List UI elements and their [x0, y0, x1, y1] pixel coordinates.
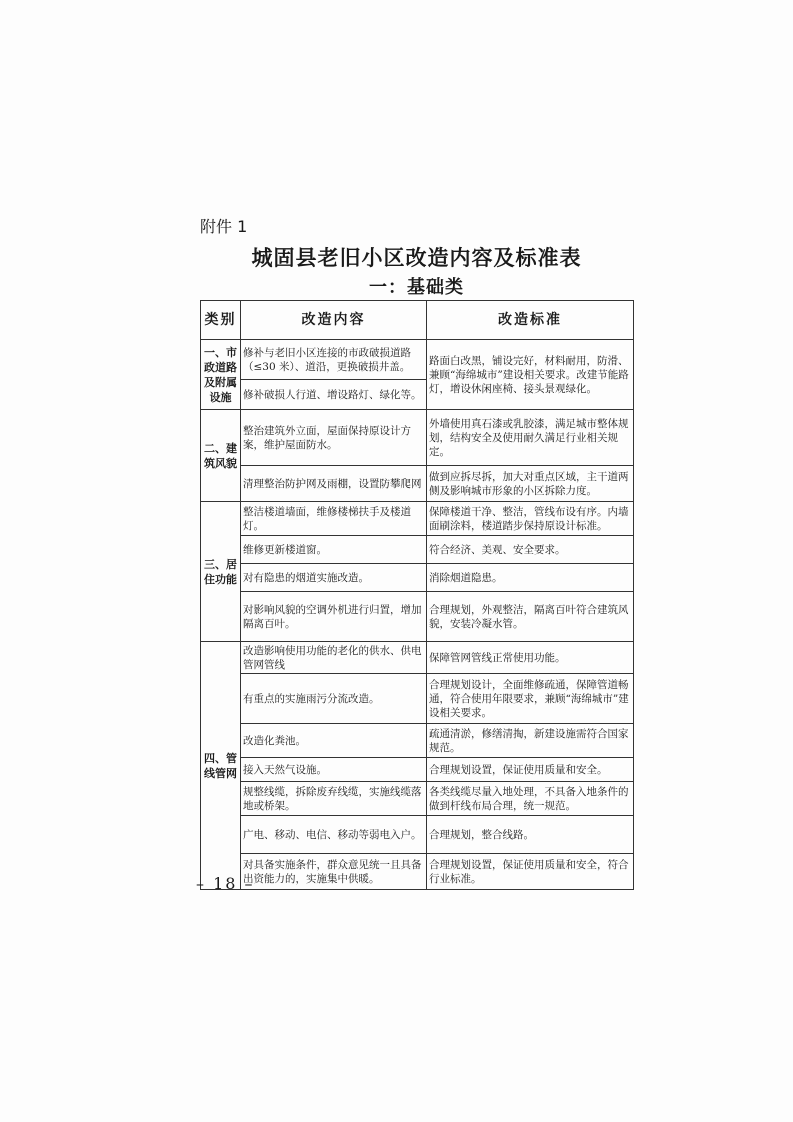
standard-cell: 合理规划，整合线路。	[427, 816, 634, 854]
content-cell: 接入天然气设施。	[241, 758, 427, 782]
table-body	[201, 340, 634, 890]
table-row	[201, 854, 634, 890]
document-title: 城固县老旧小区改造内容及标准表	[251, 245, 582, 270]
content-cell: 清理整治防护网及雨棚，设置防攀爬网	[241, 466, 427, 502]
standard-cell: 疏通清淤，修缮清掏，新建设施需符合国家规范。	[427, 724, 634, 758]
category-cell: 三、居住功能	[201, 502, 241, 642]
standard-cell: 保障管网管线正常使用功能。	[427, 642, 634, 674]
standard-cell: 做到应拆尽拆，加大对重点区域，主干道两侧及影响城市形象的小区拆除力度。	[427, 466, 634, 502]
standard-cell: 合理规划设置，保证使用质量和安全。	[427, 758, 634, 782]
content-cell: 整洁楼道墙面，维修楼梯扶手及楼道灯。	[241, 502, 427, 536]
content-cell: 修补与老旧小区连接的市政破损道路（≤30 米）、道沿，更换破损井盖。	[241, 340, 427, 380]
content-cell: 对有隐患的烟道实施改造。	[241, 564, 427, 592]
content-cell: 维修更新楼道窗。	[241, 536, 427, 564]
content-cell: 广电、移动、电信、移动等弱电入户。	[241, 816, 427, 854]
table-row	[201, 782, 634, 816]
header-category: 类别	[201, 301, 241, 340]
table-row	[201, 536, 634, 564]
page-number: – 18 –	[196, 874, 255, 893]
content-cell: 改造化粪池。	[241, 724, 427, 758]
standard-cell: 合理规划设计，全面维修疏通，保障管道畅通，符合使用年限要求，兼顾“海绵城市”建设相关要求。	[427, 674, 634, 724]
table-row	[201, 564, 634, 592]
content-cell: 改造影响使用功能的老化的供水、供电管网管线	[241, 642, 427, 674]
category-cell: 二、建筑风貌	[201, 410, 241, 502]
content-cell: 规整线缆，拆除废弃线缆，实施线缆落地或桥架。	[241, 782, 427, 816]
standard-cell: 路面白改黑，铺设完好，材料耐用，防滑、兼顾“海绵城市”建设相关要求。改建节能路灯，增设休闲座椅、接头景观绿化。	[427, 340, 634, 410]
table-row	[201, 502, 634, 536]
table-row	[201, 724, 634, 758]
standard-cell: 消除烟道隐患。	[427, 564, 634, 592]
table-header-row	[201, 301, 634, 340]
content-cell: 整治建筑外立面，屋面保持原设计方案，维护屋面防水。	[241, 410, 427, 466]
content-cell: 对具备实施条件，群众意见统一且具备出资能力的，实施集中供暖。	[241, 854, 427, 890]
header-content: 改造内容	[241, 301, 427, 340]
table-row	[201, 816, 634, 854]
standard-cell: 各类线缆尽量入地处理，不具备入地条件的做到杆线布局合理，统一规范。	[427, 782, 634, 816]
standard-cell: 符合经济、美观、安全要求。	[427, 536, 634, 564]
content-cell: 修补破损人行道、增设路灯、绿化等。	[241, 380, 427, 410]
table-row	[201, 674, 634, 724]
table-row	[201, 592, 634, 642]
section-title: 一：基础类	[369, 277, 464, 298]
table-row	[201, 466, 634, 502]
header-standard: 改造标准	[427, 301, 634, 340]
table-row	[201, 410, 634, 466]
annex-label: 附件 1	[200, 217, 248, 236]
table-row	[201, 340, 634, 380]
content-cell: 有重点的实施雨污分流改造。	[241, 674, 427, 724]
standard-cell: 合理规划，外观整洁，隔离百叶符合建筑风貌，安装冷凝水管。	[427, 592, 634, 642]
table-row	[201, 642, 634, 674]
category-cell: 一、市政道路及附属设施	[201, 340, 241, 410]
standard-cell: 合理规划设置，保证使用质量和安全，符合行业标准。	[427, 854, 634, 890]
standard-cell: 外墙使用真石漆或乳胶漆，满足城市整体规划，结构安全及使用耐久满足行业相关规定。	[427, 410, 634, 466]
standard-cell: 保障楼道干净、整洁，管线布设有序。内墙面刷涂料，楼道踏步保持原设计标准。	[427, 502, 634, 536]
table-row	[201, 758, 634, 782]
content-cell: 对影响风貌的空调外机进行归置，增加隔离百叶。	[241, 592, 427, 642]
standards-table	[200, 300, 634, 890]
category-cell: 四、管线管网	[201, 642, 241, 890]
